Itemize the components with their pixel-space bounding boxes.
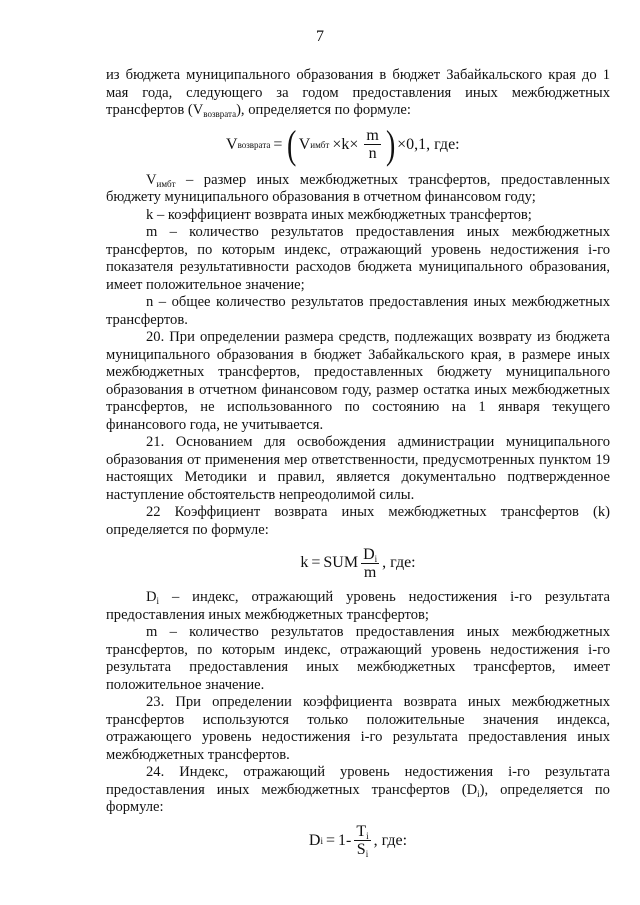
definition-v: $V_{имбт}$ – размер иных межбюджетных трансфертов, предоставленных бюджету муниципального образования в отчетном финансовом году; [106, 171, 610, 205]
definition-m2: m – количество результатов предоставления иных межбюджетных трансфертов, по которым индекс, отражающий уровень недостижения i-го результата предоставления иных межбюджетных трансфертов, имеет положительное значение. [106, 624, 610, 693]
open-paren: ( [287, 121, 297, 167]
formula-d: D i = 1- $\frac{T_i}{S_i}$ , где: [308, 823, 408, 859]
close-paren: ) [385, 121, 396, 167]
paragraph-24: 24. Индекс, отражающий уровень недостижения i-го результата предоставления иных межбюджетных трансфертов $(D_i)$, определяется по формуле: [106, 764, 610, 815]
definition-k: k – коэффициент возврата иных межбюджетных трансфертов; [146, 206, 532, 223]
paragraph-21: 21. Основанием для освобождения администрации муниципального образования от применения мер ответственности, предусмотренных пунктом 19 настоящих Методики и правил, является документально подтвержденное наступление обстоятельств непреодолимой силы. [106, 434, 610, 503]
definition-m: m – количество результатов предоставления иных межбюджетных трансфертов, по которым индекс, отражающий уровень недостижения i-го показателя результативности расходов бюджета муниципального образования, имеет положительное значение; [106, 224, 610, 293]
fraction-t-s: $\frac{T_i}{S_i}$ [356, 823, 369, 859]
paragraph-intro: из бюджета муниципального образования в бюджет Забайкальского края до 1 мая года, следующего за годом предоставления иных межбюджетных трансфертов $(V_{возврата})$, определяется по формуле: [106, 67, 610, 119]
fraction-d-m: $\frac{D_i}{m}$ [363, 545, 378, 581]
definition-n: n – общее количество результатов предоставления иных межбюджетных трансфертов. [106, 294, 610, 328]
paragraph-20: 20. При определении размера средств, подлежащих возврату из бюджета муниципального образования в бюджет Забайкальского края, в размере иных межбюджетных трансфертов, предоставленных бюджету муниципального образования в отчетном финансовом году, размер остатка иных межбюджетных трансфертов, не использованного по состоянию на 1 января текущего финансового года, не учитывается. [106, 329, 610, 433]
fraction-m-n: $\frac{m}{n}$ [366, 127, 379, 162]
formula-k: k = SUM $\frac{D_i}{m}$ , где: [300, 545, 416, 581]
paragraph-23: 23. При определении коэффициента возврата иных межбюджетных трансфертов используются только положительные значения индекса, отражающего уровень недостижения i-го результата предоставления иных межбюджетных трансфертов. [106, 694, 610, 763]
document-body [106, 67, 610, 861]
formula-v-return: V возврата = ( V имбт ×k× $\frac{m}{n}$ ) ×0,1, где: [226, 121, 460, 167]
definition-d: $D_i$ – индекс, отражающий уровень недостижения i-го результата предоставления иных межбюджетных трансфертов; [106, 589, 610, 623]
page-number: 7 [316, 28, 324, 45]
paragraph-22: 22 Коэффициент возврата иных межбюджетных трансфертов (k) определяется по формуле: [106, 504, 610, 538]
